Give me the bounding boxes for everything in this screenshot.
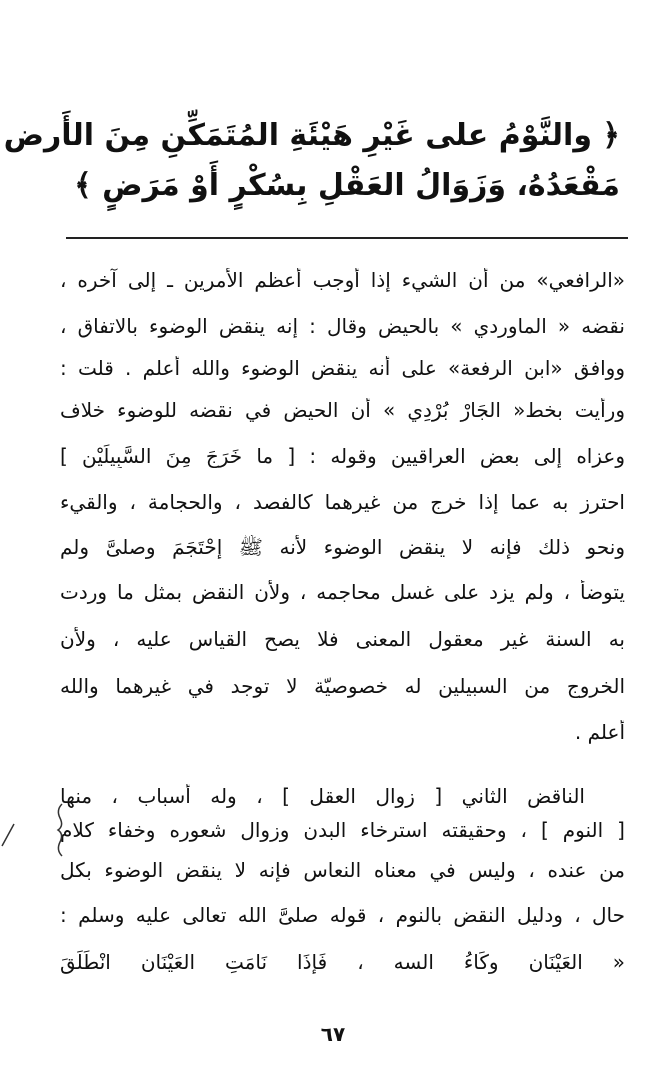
section-line: الناقض الثاني [ زوال العقل ] ، وله أسباب ، منها <box>60 784 585 808</box>
commentary-line: يتوضأ ، ولم يزد على غسل محاجمه ، ولأن النقض بمثل ما وردت <box>60 580 625 604</box>
commentary-line: أعلم . <box>574 720 625 744</box>
commentary-line: احترز به عما إذا خرج من غيرهما كالفصد ، والحجامة ، والقيء <box>60 490 625 514</box>
section-line: من عنده ، وليس في معناه النعاس فإنه لا ينقض الوضوء بكل <box>60 858 625 882</box>
divider-rule <box>66 237 628 239</box>
section-line: « العَيْنَان وكَاءُ السه ، فَإذَا نَامَتِ العَيْنَانِ انْطَلَقَ <box>60 950 625 974</box>
commentary-line: نقضه « الماوردي » بالحيض وقال : إنه ينقض الوضوء بالاتفاق ، <box>60 314 625 338</box>
commentary-line: ورأيت بخط« الجَارْ بُرْدِي » أن الحيض في نقضه للوضوء خلاف <box>60 398 625 422</box>
section-line: حال ، ودليل النقض بالنوم ، قوله صلىَّ الله تعالى عليه وسلم : <box>60 903 625 927</box>
commentary-line: ووافق «ابن الرفعة» على أنه ينقض الوضوء والله أعلم . قلت : <box>60 356 625 380</box>
commentary-line: وعزاه إلى بعض العراقيين وقوله : [ ما خَرَجَ مِنَ السَّبِيلَيْنِ ] <box>60 444 625 468</box>
commentary-line: «الرافعي» من أن الشيء إذا أوجب أعظم الأمرين ـ إلى آخره ، <box>60 268 625 292</box>
matn-verse-line-1: ﴿ والنَّوْمُ على غَيْرِ هَيْئَةِ المُتَمَكِّنِ مِنَ الأَرض <box>3 118 620 153</box>
commentary-line: الخروج من السبيلين له خصوصيّة لا توجد في غيرهما والله <box>60 674 625 698</box>
matn-verse-line-2: مَقْعَدُهُ، وَزَوَالُ العَقْلِ بِسُكْرٍ أَوْ مَرَضٍ ﴾ <box>74 168 620 203</box>
commentary-line: ونحو ذلك فإنه لا ينقض الوضوء لأنه ﷺ إحْتَجَمَ وصلىَّ ولم <box>60 535 625 559</box>
section-line: [ النوم ] ، وحقيقته استرخاء البدن وزوال شعوره وخفاء كلام <box>60 818 625 842</box>
margin-bracket-mark <box>0 800 70 860</box>
page-number: ٦٧ <box>320 1022 346 1046</box>
commentary-line: به السنة غير معقول المعنى فلا يصح القياس عليه ، ولأن <box>60 627 625 651</box>
